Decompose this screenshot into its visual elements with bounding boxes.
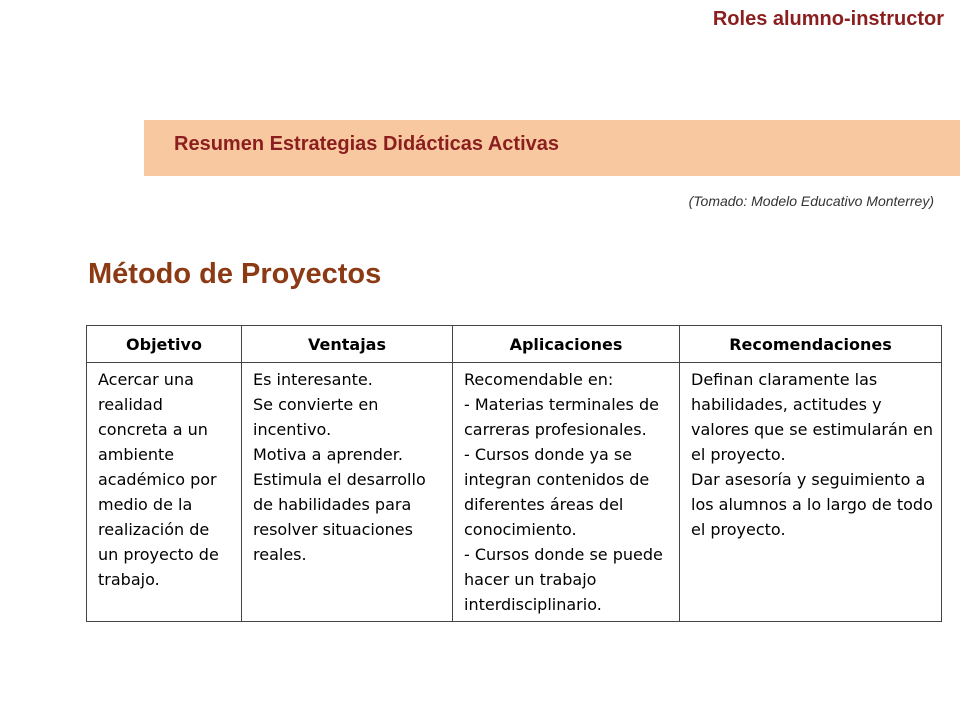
header-objetivo: Objetivo	[87, 326, 242, 363]
cell-objetivo: Acercar una realidad concreta a un ambiente académico por medio de la realización de un proyecto de trabajo.	[87, 363, 242, 622]
table-header-row	[87, 326, 942, 363]
table-row	[87, 363, 942, 622]
source-citation: (Tomado: Modelo Educativo Monterrey)	[688, 193, 934, 209]
slide-header-title: Roles alumno-instructor	[712, 8, 944, 30]
header-recomendaciones: Recomendaciones	[680, 326, 942, 363]
cell-ventajas: Es interesante. Se convierte en incentivo. Motiva a aprender. Estimula el desarrollo de habilidades para resolver situaciones reales.	[242, 363, 453, 622]
cell-recomendaciones: Definan claramente las habilidades, actitudes y valores que se estimularán en el proyecto. Dar asesoría y seguimiento a los alumnos a lo largo de todo el proyecto.	[680, 363, 942, 622]
section-title: Método de Proyectos	[88, 258, 382, 290]
banner-title: Resumen Estrategias Didácticas Activas	[174, 133, 559, 155]
header-aplicaciones: Aplicaciones	[453, 326, 680, 363]
strategy-table	[86, 325, 942, 622]
header-ventajas: Ventajas	[242, 326, 453, 363]
summary-banner	[144, 120, 960, 176]
cell-aplicaciones: Recomendable en: - Materias terminales de carreras profesionales. - Cursos donde ya se integran contenidos de diferentes áreas del conocimiento. - Cursos donde se puede hacer un trabajo interdisciplinario.	[453, 363, 680, 622]
